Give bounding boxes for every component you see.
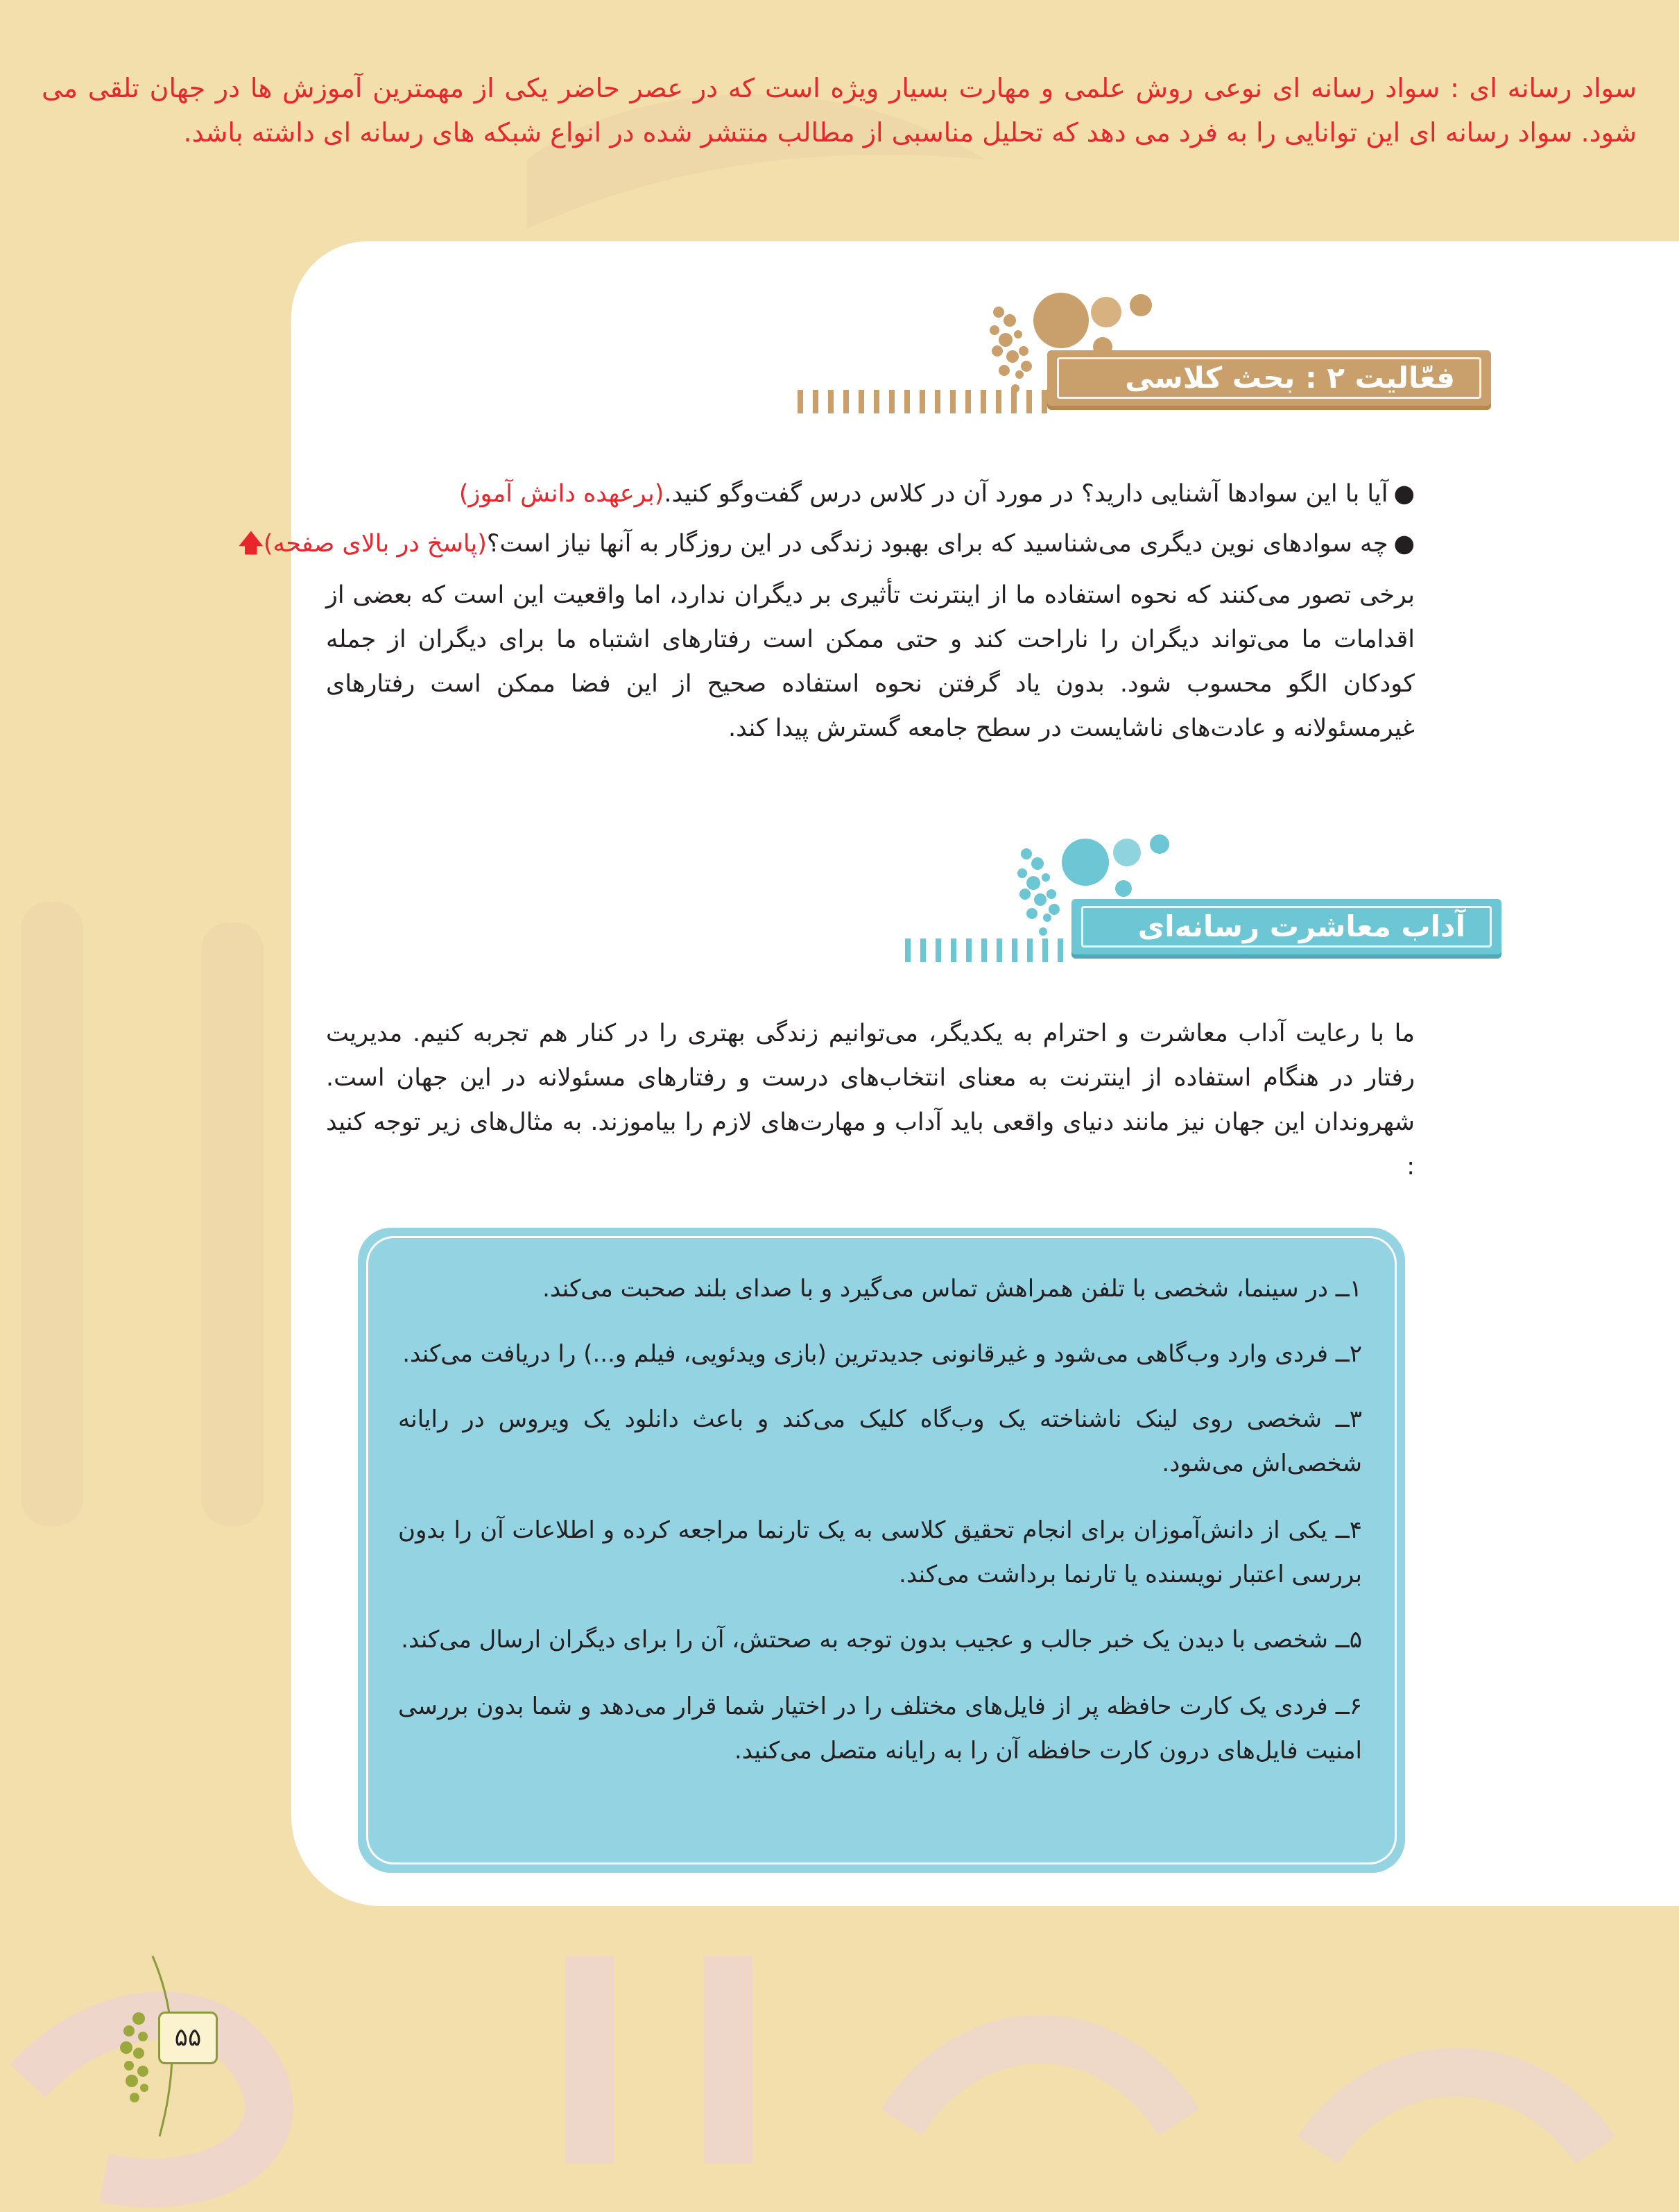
example-item-1: ۱ــ در سینما، شخصی با تلفن همراهش تماس می‌گیرد و با صدای بلند صحبت می‌کند. xyxy=(542,1275,1362,1303)
activity-heading xyxy=(1047,350,1491,406)
example-item-6: ۶ــ فردی یک کارت حافظه پر از فایل‌های مختلف را در اختیار شما قرار می‌دهد و شما بدون بررسی امنیت فایل‌های درون کارت حافظه آن را به رایانه متصل می‌کنید. xyxy=(398,1692,1362,1765)
etiquette-paragraph: ما با رعایت آداب معاشرت و احترام به یکدیگر، می‌توانیم زندگی بهتری را در کنار هم تجربه کنیم. مدیریت رفتار در هنگام استفاده از اینترنت به معنای انتخاب‌های درست و رفتارهای مسئولانه در این جهان است. شهروندان این جهان نیز مانند دنیای واقعی باید آداب و مهارت‌های لازم را بیاموزند. به مثال‌های زیر توجه کنید : xyxy=(326,1020,1415,1181)
question-2-answer-note: (پاسخ در بالای صفحه) xyxy=(263,530,487,558)
etiquette-heading xyxy=(1071,899,1501,954)
question-1-text: آیا با این سوادها آشنایی دارید؟ در مورد آن در کلاس درس گفت‌وگو کنید. xyxy=(664,480,1388,508)
example-item-4: ۴ــ یکی از دانش‌آموزان برای انجام تحقیق کلاسی به یک تارنما مراجعه کرده و اطلاعات آن را بدون بررسی اعتبار نویسنده یا تارنما برداشت می‌کند. xyxy=(398,1516,1362,1588)
activity-heading-stripes xyxy=(798,390,1047,413)
question-1-answer-note: (برعهده دانش آموز) xyxy=(458,480,664,508)
example-item-3: ۳ــ شخصی روی لینک ناشناخته یک وب‌گاه کلیک می‌کند و باعث دانلود یک ویروس در رایانه شخصی‌اش می‌شود. xyxy=(398,1405,1362,1477)
bullet-dot: ● xyxy=(1393,530,1415,558)
activity-paragraph: برخی تصور می‌کنند که نحوه استفاده ما از اینترنت تأثیری بر دیگران ندارد، اما واقعیت این است که بعضی از اقدامات ما می‌تواند دیگران را ناراحت کند و حتی ممکن است رفتارهای اشتباه ما برای دیگران از جمله کودکان الگو محسوب شود. بدون یاد گرفتن نحوه استفاده صحیح از این فضا ممکن است رفتارهای غیرمسئولانه و عادت‌های ناشایست در سطح جامعه گسترش پیدا کند. xyxy=(326,581,1415,742)
etiquette-heading-stripes xyxy=(905,938,1071,962)
example-item-2: ۲ــ فردی وارد وب‌گاهی می‌شود و غیرقانونی جدیدترین (بازی ویدئویی، فیلم و...) را دریافت می‌کند. xyxy=(402,1340,1362,1368)
media-literacy-note: سواد رسانه ای : سواد رسانه ای نوعی روش علمی و مهارت بسیار ویژه است که در عصر حاضر یکی از مهمترین آموزش ها در جهان تلقی می شود. سواد رسانه ای این توانایی را به فرد می دهد که تحلیل مناسبی از مطالب منتشر شده در انواع شبکه های رسانه ای داشته باشد. xyxy=(42,73,1637,148)
activity-heading-text: فعّالیت ۲ : بحث کلاسی xyxy=(1125,361,1455,395)
bullet-dot: ● xyxy=(1393,480,1415,508)
up-arrow-icon: 🡅 xyxy=(238,530,264,558)
examples-box xyxy=(358,1228,1405,1873)
activity-question-1 xyxy=(333,472,1415,516)
etiquette-heading-text: آداب معاشرت رسانه‌ای xyxy=(1137,909,1465,943)
page-number: ۵۵ xyxy=(158,2012,218,2064)
question-2-text: چه سوادهای نوین دیگری می‌شناسید که برای بهبود زندگی در این روزگار به آنها نیاز است؟ xyxy=(486,530,1388,558)
example-item-5: ۵ــ شخصی با دیدن یک خبر جالب و عجیب بدون توجه به صحتش، آن را برای دیگران ارسال می‌کند. xyxy=(401,1626,1362,1654)
activity-question-2 xyxy=(139,522,1415,566)
